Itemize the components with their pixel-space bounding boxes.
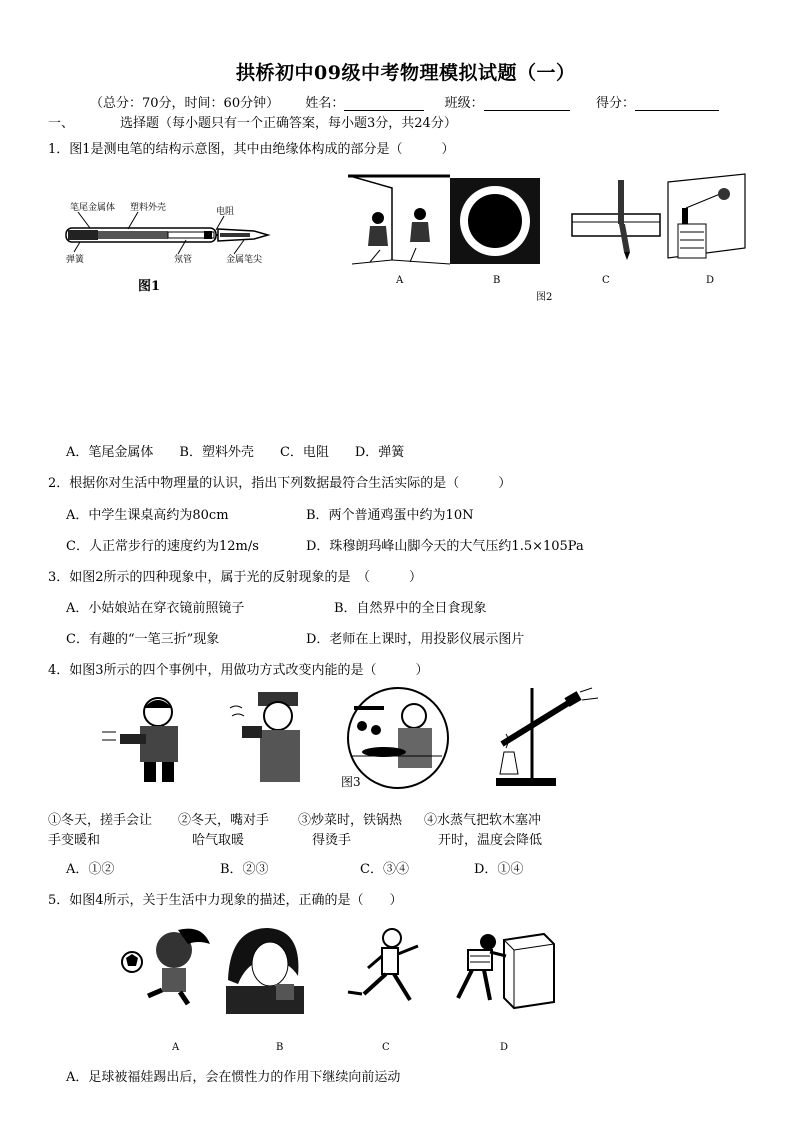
q3-option-c: C．有趣的“一笔三折”现象 [66, 632, 220, 647]
fig4-letter-a: A [172, 1042, 180, 1053]
q2-option-a: A．中学生课桌高约为80cm [66, 508, 229, 523]
fig3-caption-1 [48, 811, 152, 851]
fig1-label-resistor: 电阻 [216, 207, 235, 217]
fig2-letter-b: B [493, 275, 501, 286]
q2-stem: 2．根据你对生活中物理量的认识，指出下列数据最符合生活实际的是（ ） [48, 476, 512, 491]
fig3-4-steam-cork [496, 688, 598, 786]
test-pen-drawing [66, 212, 268, 254]
fig4-force-pictures [118, 920, 558, 1056]
q1-options: A．笔尾金属体 B．塑料外壳 C．电阻 D．弹簧 [66, 445, 405, 460]
q4-option-c: C．③④ [360, 862, 409, 877]
section-title: 选择题（每小题只有一个正确答案，每小题3分，共24分） [120, 116, 457, 131]
q3-option-b: B．自然界中的全日食现象 [334, 601, 487, 616]
fig1-test-pen-diagram [58, 200, 280, 300]
fig2-letter-c: C [602, 275, 610, 286]
q1-stem: 1．图1是测电笔的结构示意图，其中由绝缘体构成的部分是（ ） [48, 142, 455, 157]
q4-stem: 4．如图3所示的四个事例中，用做功方式改变内能的是（ ） [48, 663, 429, 678]
q5-stem: 5．如图4所示，关于生活中力现象的描述，正确的是（ ） [48, 893, 403, 908]
class-label: 班级： [444, 96, 484, 111]
fig3-caption-4 [424, 811, 542, 851]
exam-info [90, 92, 719, 111]
q3-stem: 3．如图2所示的四种现象中，属于光的反射现象的是 （ ） [48, 570, 423, 585]
fig2-optics-pictures [340, 168, 755, 308]
page-title: 拱桥初中09级中考物理模拟试题（一） [236, 62, 576, 84]
fig3-internal-energy-pictures [92, 686, 612, 792]
q3-option-a: A．小姑娘站在穿衣镜前照镜子 [66, 601, 245, 616]
q4-option-a: A．①② [66, 862, 115, 877]
fig4-c-running-boy [348, 929, 418, 1000]
score-field[interactable] [635, 97, 719, 111]
fig3-caption-3 [298, 811, 402, 851]
section-number: 一、 [48, 116, 75, 131]
fig4-a-fuwa-kicking [122, 929, 210, 1004]
q2-option-d: D．珠穆朗玛峰山脚今天的大气压约1.5×105Pa [306, 539, 584, 554]
fig1-label-spring: 弹簧 [66, 255, 85, 265]
fig4-d-pushing-box [458, 934, 554, 1008]
q4-option-b: B．②③ [220, 862, 269, 877]
q2-option-c: C．人正常步行的速度约为12m/s [66, 539, 259, 554]
class-field[interactable] [484, 97, 570, 111]
q5-option-a: A．足球被福娃踢出后，会在惯性力的作用下继续向前运动 [66, 1070, 401, 1085]
fig4-b-boy-portrait [222, 924, 304, 1014]
fig3-caption-2 [178, 811, 269, 851]
q3-option-d: D．老师在上课时，用投影仪展示图片 [306, 632, 525, 647]
fig2-c-bent-pencil [572, 180, 660, 260]
fig2-letter-d: D [706, 275, 715, 286]
fig3-caption-4-line2: 开时，温度会降低 [438, 833, 543, 848]
exam-total-time: （总分：70分，时间：60分钟） [90, 96, 280, 111]
fig4-letter-b: B [276, 1042, 284, 1053]
fig4-letter-d: D [500, 1042, 509, 1053]
q4-option-d: D．①④ [474, 862, 524, 877]
fig1-label-metal-tip: 金属笔尖 [226, 255, 263, 265]
fig3-1-rubbing-hands [96, 692, 214, 784]
fig3-caption-3-line2: 得烫手 [312, 833, 352, 848]
fig3-3-frying-pan [348, 688, 448, 788]
fig3-caption-1-line2: 手变暖和 [48, 833, 101, 848]
fig2-letter-a: A [396, 275, 404, 286]
fig1-label-plastic-shell: 塑料外壳 [130, 203, 167, 213]
fig2-a-mirror-image [348, 176, 450, 264]
fig3-caption-2-line1: ②冬天，嘴对手 [178, 813, 270, 828]
name-field[interactable] [344, 97, 424, 111]
section-heading [48, 112, 457, 131]
fig2-b-solar-eclipse [450, 178, 540, 264]
fig1-caption: 图1 [138, 279, 161, 294]
fig3-caption: 图3 [341, 775, 361, 789]
fig3-caption-1-line1: ①冬天，搓手会让 [48, 813, 153, 828]
fig1-label-neon-tube: 氖管 [174, 255, 193, 265]
q2-option-b: B．两个普通鸡蛋中约为10N [306, 508, 474, 523]
fig3-caption-4-line1: ④水蒸气把软木塞冲 [424, 813, 542, 828]
fig4-letter-c: C [382, 1042, 390, 1053]
fig3-caption-3-line1: ③炒菜时，铁锅热 [298, 813, 403, 828]
fig1-label-tail-metal: 笔尾金属体 [70, 203, 116, 213]
score-label: 得分： [595, 96, 635, 111]
name-label: 姓名： [305, 96, 345, 111]
fig2-d-projector [668, 174, 745, 258]
fig3-2-breathing-on-hands [220, 692, 332, 784]
fig3-caption-2-line2: 哈气取暖 [192, 833, 245, 848]
fig2-caption: 图2 [536, 292, 553, 303]
